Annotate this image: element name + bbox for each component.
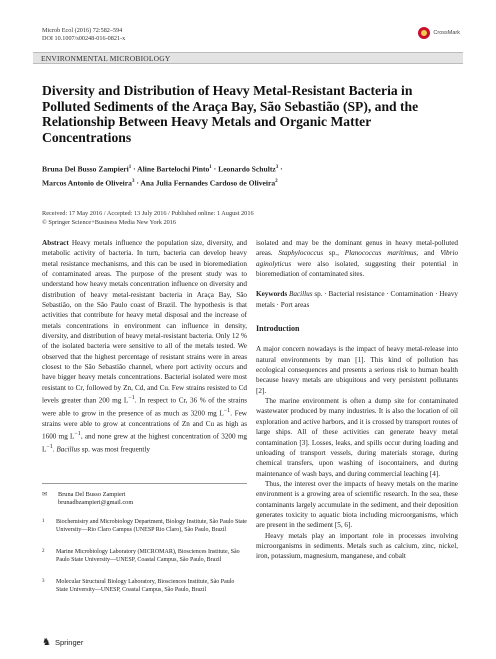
unit-superscript: −1 [223,407,231,414]
affiliation-item [42,518,247,534]
abstract-text: sp. was most frequently [81,445,151,454]
affiliation-text: Molecular Structural Biology Laboratory, Biosciences Institute, São Paulo State University—UNESP, Coastal Campus, São Paulo, Brazil [56,579,235,593]
intro-paragraph: A major concern nowadays is the impact of heavy metal-release into natural environments by man [1]. This kind of pollution has ecological consequences and presents a serious risk to human health because heavy metals are ubiquitous and very persistent pollutants [2]. [256,345,458,395]
author-name[interactable]: Marcos Antonio de Oliveira [42,178,132,188]
unit-superscript: −1 [46,443,53,450]
footnote-divider [42,483,247,484]
author-affil-sup: 3 [131,178,135,184]
intro-paragraph: The marine environment is often a dump site for contaminated wastewater produced by many industries. It is also the location of oil exploration and active harbors, and it is crossed by transport routes of large ships. All of these activities can generate heavy metal contamination [3]. Losses, leaks, and spills occur during loading and unloading of transport vessels, during materials storage, during chemical transfers, upon washing of isocontainers, and during maintenance of wash bays, and during commercial leaching [4]. [256,397,458,478]
author-affil-sup: 1 [209,165,212,170]
author-name[interactable]: Ana Julia Fernandes Cardoso de Oliveira [140,178,276,188]
abstract-column [42,238,247,454]
species-name: Staphylococcus [278,249,324,258]
affiliation-number: 2 [42,549,45,554]
keywords-label: Keywords [256,290,288,299]
author-affil-sup: 2 [275,178,278,184]
genus-name: Bacillus [56,445,80,454]
abstract-continued [256,238,458,279]
species-name: Planococcus maritimus [344,249,417,258]
copyright-line: © Springer Science+Business Media New York 2016 [42,218,177,226]
publisher-name: Springer [54,638,84,647]
springer-logo-icon: ♞ [42,637,51,648]
species-name: Vibrio aginolyticus [256,249,459,268]
unit-superscript: −1 [128,395,135,402]
crossmark-label: CrossMark [433,30,460,36]
affiliation-text: Marine Microbiology Laboratory (MICROMAR), Biosciences Institute, São Paulo State University—UNESP, Coastal Campus, São Paulo, Brazil [56,549,240,563]
abstract-text: sp., [328,249,339,258]
author-list [42,162,462,189]
abstract-paragraph [42,238,247,454]
abstract-text: , and none grew at the highest concentration of 3200 mg L [42,432,248,454]
abstract-label: Abstract [42,239,69,247]
abstract-text: . In respect to Cr, 36 % of the strains were able to grow in the presence of as much as 3200 mg L [42,396,247,418]
abstract-text: isolated and may be the dominant genus in heavy metal-polluted areas. [256,239,458,258]
author-affil-sup: 3 [275,165,279,170]
abstract-text: . [52,445,55,454]
unit-superscript: −1 [74,430,81,437]
journal-citation: Microb Ecol (2016) 72:582–594 [42,27,123,34]
affiliation-item [42,578,247,594]
keywords [256,289,458,310]
author-line-2: Marcos Antonio de Oliveira$^3$ · Ana Julia Fernandes Cardoso de Oliveira$^2$ [42,178,278,188]
affiliation-item [42,548,247,564]
introduction-heading: Introduction [256,324,300,334]
affiliation-number: 1 [42,519,45,524]
keyword-list: sp. · Bacterial resistance · Contamination · Heavy metals · Port areas [256,290,459,309]
journal-header [42,27,125,43]
intro-paragraph: Heavy metals play an important role in processes involving microorganisms in sediments. Metals such as calcium, zinc, nickel, iron, potassium, magnesium, manganese, and cobalt [256,531,458,561]
affiliation-text: Biochemistry and Microbiology Department, Biology Institute, São Paulo State University—Rio Claro Campus (UNESP Rio Claro), São Paulo, Brazil [56,519,247,533]
publication-dates [42,210,462,227]
author-name[interactable]: Leonardo Schultz [218,164,276,174]
affiliation-number: 3 [42,579,45,584]
crossmark-icon [418,27,430,39]
article-title: Diversity and Distribution of Heavy Metal-Resistant Bacteria in Polluted Sediments of the Araça Bay, São Sebastião (SP), and the Relationship Between Heavy Metals and Organic Matter Concentrations [42,83,419,145]
abstract-text: Heavy metals influence the population size, diversity, and metabolic activity of bacteria. In turn, bacteria can develop heavy metal resistance mechanisms, and this can be used in bioremediation of contaminated areas. The purpose of the present study was to understand how heavy metals concentration influence on diversity and distribution of heavy metal-resistant bacteria in Araça Bay, São Sebastião, on the São Paulo coast of Brazil. The hypothesis is that activities that contribute for heavy metal disposal and the increase of metals concentrations in environment can influence in density, diversity, and distribution of heavy metal-resistant bacteria. Only 12 % of the isolated bacteria were sensitive to all of the metals tested. We observed that the highest percentage of resistant strains were in areas closest to the São Sebastião channel, where port activity occurs and have bigger heavy metals concentrations. Bacterial isolated were most resistant to Cr, followed by Zn, Cd, and Cu. Few strains resisted to Cd levels greater than 200 mg L [42,239,247,405]
abstract-text: . Few strains were able to grow at concentrations of Zn and Cu as high as 1600 mg L [42,409,247,441]
envelope-icon: ✉ [42,491,48,498]
author-name[interactable]: Aline Bartelochi Pinto [137,164,210,174]
keyword-italic: Bacillus [288,290,313,299]
publisher-footer [42,637,83,648]
abstract-text: , and [416,249,435,258]
right-column [256,238,458,562]
intro-paragraph: Thus, the interest over the impacts of heavy metals on the marine environment is a growing area of scientific research. In the sea, these contaminants largely accumulate in the sediment, and their deposition generates toxicity to aquatic biota including microorganisms, which are present in the sediment [5, 6]. [256,479,458,530]
section-label: ENVIRONMENTAL MICROBIOLOGY [33,52,463,64]
abstract-text: were also isolated, suggesting their potential in bioremediation of contaminated sites. [256,259,459,279]
crossmark-badge[interactable] [418,27,460,39]
corresponding-email[interactable]: brunadbzampieri@gmail.com [58,499,134,507]
correspondence [42,491,247,507]
received-accepted-dates: Received: 17 May 2016 / Accepted: 13 July 2016 / Published online: 1 August 2016 [42,210,254,217]
corresponding-author: Bruna Del Busso Zampieri [58,491,126,498]
author-line-1: Bruna Del Busso Zampieri$^1$ · Aline Bartelochi Pinto$^1$ · Leonardo Schultz$^3$ · [42,164,283,174]
author-name[interactable]: Bruna Del Busso Zampieri [42,164,129,174]
author-affil-sup: 1 [128,165,132,170]
doi[interactable]: DOI 10.1007/s00248-016-0821-x [42,35,126,42]
